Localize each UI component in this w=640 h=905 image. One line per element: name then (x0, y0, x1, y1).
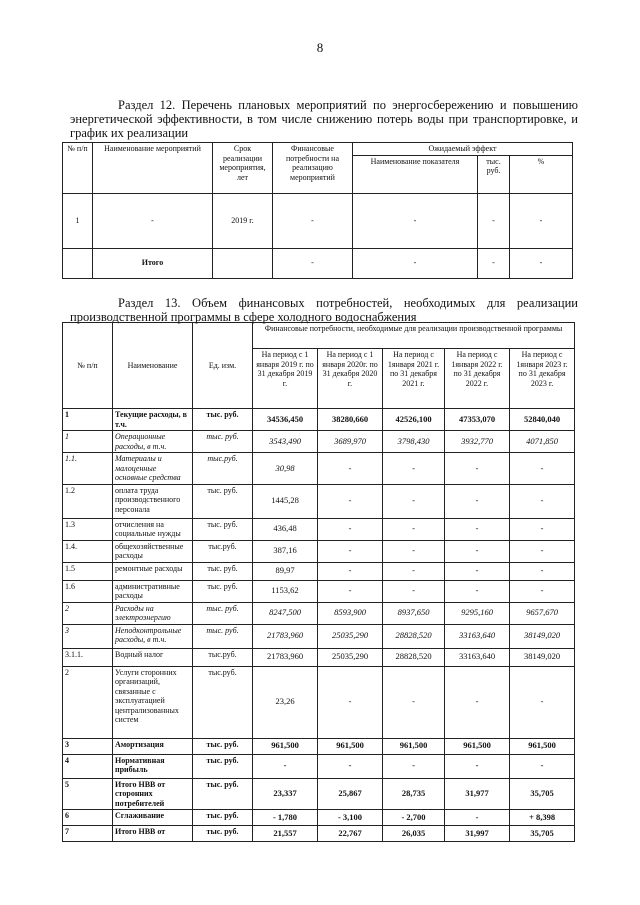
cell-name: - (93, 193, 213, 248)
cell-value: - (445, 562, 510, 580)
cell-name: Итого НВВ от (113, 826, 193, 842)
cell-num: 4 (63, 754, 113, 778)
table-row (63, 778, 575, 810)
cell-finance: - (273, 193, 353, 248)
cell-value: - (383, 518, 445, 540)
cell-value: 52840,040 (510, 409, 575, 431)
cell-value: - (445, 754, 510, 778)
cell-value: - (383, 484, 445, 518)
cell-percent: - (510, 248, 573, 278)
cell-name: Услуги сторонних организаций, связанные с эксплуатацией централизованных систем (113, 666, 193, 738)
cell-value: 387,16 (253, 540, 318, 562)
cell-value: - (445, 666, 510, 738)
cell-num: 1 (63, 431, 113, 453)
cell-value: - (383, 453, 445, 485)
cell-value: 1153,62 (253, 580, 318, 602)
cell-value: - (383, 580, 445, 602)
cell-value: - (510, 754, 575, 778)
cell-thousand: - (478, 193, 510, 248)
cell-value: - (383, 540, 445, 562)
cell-value: - (445, 580, 510, 602)
cell-num: 1.2 (63, 484, 113, 518)
cell-value: 8247,500 (253, 602, 318, 624)
cell-unit: тыс. руб. (193, 484, 253, 518)
cell-value: - (445, 810, 510, 826)
table-row (63, 193, 573, 248)
header-num: № п/п (63, 143, 93, 194)
section-12-heading: Раздел 12. Перечень плановых мероприятий по энергосбережению и повышению энергетической эффективности, в том числе снижению потерь воды при транспортировке, и график их реализации (70, 98, 578, 140)
cell-value: 33163,640 (445, 648, 510, 666)
table-row (63, 624, 575, 648)
cell-finance: - (273, 248, 353, 278)
cell-name: ремонтные расходы (113, 562, 193, 580)
header-term: Срок реализации мероприятия, лет (213, 143, 273, 194)
cell-value: 3798,430 (383, 431, 445, 453)
cell-value: - (510, 453, 575, 485)
cell-value: - (445, 518, 510, 540)
cell-value: - (318, 453, 383, 485)
header-period-2021: На период с 1января 2021 г. по 31 декабря 2021 г. (383, 349, 445, 409)
cell-value: - (318, 754, 383, 778)
table-row (63, 431, 575, 453)
cell-value: - (510, 540, 575, 562)
cell-value: 4071,850 (510, 431, 575, 453)
table-row (63, 602, 575, 624)
header-period-2020: На период с 1 января 2020г. по 31 декабря 2020 г. (318, 349, 383, 409)
header-name: Наименование (113, 323, 193, 409)
cell-value: 31,977 (445, 778, 510, 810)
cell-num: 7 (63, 826, 113, 842)
cell-value: 21,557 (253, 826, 318, 842)
cell-value: - (510, 666, 575, 738)
table-row (63, 666, 575, 738)
cell-name: административные расходы (113, 580, 193, 602)
header-unit: Ед. изм. (193, 323, 253, 409)
cell-indicator: - (353, 248, 478, 278)
header-finance: Финансовые потребности на реализацию мероприятий (273, 143, 353, 194)
section-13-table (62, 322, 575, 842)
cell-unit: тыс. руб. (193, 778, 253, 810)
cell-value: 21783,960 (253, 648, 318, 666)
header-num: № п/п (63, 323, 113, 409)
cell-name: Итого НВВ от сторонних потребителей (113, 778, 193, 810)
cell-num: 6 (63, 810, 113, 826)
cell-value: - (318, 666, 383, 738)
cell-unit: тыс.руб. (193, 648, 253, 666)
cell-value: - 3,100 (318, 810, 383, 826)
cell-value: 38280,660 (318, 409, 383, 431)
cell-num: 1 (63, 193, 93, 248)
cell-value: - (445, 540, 510, 562)
cell-value: 436,48 (253, 518, 318, 540)
cell-value: 961,500 (253, 738, 318, 754)
cell-unit: тыс. руб. (193, 562, 253, 580)
cell-value: - (318, 562, 383, 580)
cell-unit: тыс. руб. (193, 431, 253, 453)
cell-name: отчисления на социальные нужды (113, 518, 193, 540)
cell-term: 2019 г. (213, 193, 273, 248)
cell-value: - (383, 754, 445, 778)
table-row (63, 826, 575, 842)
cell-num: 1.3 (63, 518, 113, 540)
cell-num: 1.6 (63, 580, 113, 602)
cell-value: - (510, 518, 575, 540)
cell-value: 22,767 (318, 826, 383, 842)
cell-unit: тыс. руб. (193, 754, 253, 778)
cell-num: 1 (63, 409, 113, 431)
cell-value: 25035,290 (318, 648, 383, 666)
cell-value: 47353,070 (445, 409, 510, 431)
cell-unit: тыс. руб. (193, 826, 253, 842)
table-row (63, 648, 575, 666)
cell-percent: - (510, 193, 573, 248)
cell-value: 31,997 (445, 826, 510, 842)
section-12-table (62, 142, 573, 279)
cell-value: 89,97 (253, 562, 318, 580)
cell-value: 1445,28 (253, 484, 318, 518)
cell-unit: тыс. руб. (193, 810, 253, 826)
cell-name: Нормативная прибыль (113, 754, 193, 778)
header-period-2022: На период с 1января 2022 г. по 31 декабря 2022 г. (445, 349, 510, 409)
cell-num: 1.4. (63, 540, 113, 562)
table-row (63, 562, 575, 580)
cell-name: Амортизация (113, 738, 193, 754)
cell-name: Материалы и малоценные основные средства (113, 453, 193, 485)
header-period-2019: На период с 1 января 2019 г. по 31 декабря 2019 г. (253, 349, 318, 409)
cell-unit: тыс. руб. (193, 409, 253, 431)
cell-value: - (318, 518, 383, 540)
cell-num: 2 (63, 602, 113, 624)
table-row (63, 453, 575, 485)
cell-unit: тыс. руб. (193, 624, 253, 648)
cell-unit: тыс. руб. (193, 738, 253, 754)
cell-value: 26,035 (383, 826, 445, 842)
cell-name: Водный налог (113, 648, 193, 666)
table-row (63, 484, 575, 518)
cell-unit: тыс.руб. (193, 666, 253, 738)
header-indicator: Наименование показателя (353, 155, 478, 193)
page-number: 8 (316, 40, 324, 55)
cell-value: - (383, 666, 445, 738)
table-row (63, 580, 575, 602)
cell-num: 1.5 (63, 562, 113, 580)
cell-value: 9295,160 (445, 602, 510, 624)
cell-value: 3543,490 (253, 431, 318, 453)
cell-name: Операционные расходы, в т.ч. (113, 431, 193, 453)
cell-name: оплата труда производственного персонала (113, 484, 193, 518)
header-finance: Финансовые потребности, необходимые для реализации производственной программы (253, 323, 575, 349)
cell-term (213, 248, 273, 278)
cell-value: 42526,100 (383, 409, 445, 431)
cell-num: 3.1.1. (63, 648, 113, 666)
cell-value: 35,705 (510, 826, 575, 842)
cell-value: 961,500 (318, 738, 383, 754)
table-row (63, 409, 575, 431)
cell-value: 28828,520 (383, 624, 445, 648)
cell-unit: тыс. руб. (193, 580, 253, 602)
cell-value: 38149,020 (510, 624, 575, 648)
table-row (63, 518, 575, 540)
cell-value: 9657,670 (510, 602, 575, 624)
section-13-heading: Раздел 13. Объем финансовых потребностей, необходимых для реализации производственной программы в сфере холодного водоснабжения (70, 296, 578, 324)
cell-value: 21783,960 (253, 624, 318, 648)
cell-name: Неподконтрольные расходы, в т.ч. (113, 624, 193, 648)
cell-value: - (510, 580, 575, 602)
cell-num: 3 (63, 624, 113, 648)
cell-value: - (318, 580, 383, 602)
table-row (63, 810, 575, 826)
cell-value: - (510, 562, 575, 580)
header-expected: Ожидаемый эффект (353, 143, 573, 156)
cell-value: 961,500 (383, 738, 445, 754)
cell-value: 23,26 (253, 666, 318, 738)
cell-num (63, 248, 93, 278)
cell-value: 25035,290 (318, 624, 383, 648)
cell-value: 30,98 (253, 453, 318, 485)
cell-indicator: - (353, 193, 478, 248)
cell-value: 34536,450 (253, 409, 318, 431)
cell-value: 25,867 (318, 778, 383, 810)
table-row (63, 754, 575, 778)
cell-value: - (445, 484, 510, 518)
cell-name: Сглаживание (113, 810, 193, 826)
cell-value: 28,735 (383, 778, 445, 810)
cell-unit: тыс.руб. (193, 453, 253, 485)
cell-num: 2 (63, 666, 113, 738)
cell-value: - (510, 484, 575, 518)
cell-value: 35,705 (510, 778, 575, 810)
cell-value: - 2,700 (383, 810, 445, 826)
table-row (63, 738, 575, 754)
cell-value: 28828,520 (383, 648, 445, 666)
cell-value: - (445, 453, 510, 485)
cell-value: 38149,020 (510, 648, 575, 666)
cell-unit: тыс. руб. (193, 518, 253, 540)
cell-value: + 8,398 (510, 810, 575, 826)
header-percent: % (510, 155, 573, 193)
cell-value: 8937,650 (383, 602, 445, 624)
header-name: Наименование мероприятий (93, 143, 213, 194)
header-period-2023: На период с 1января 2023 г. по 31 декабря 2023 г. (510, 349, 575, 409)
cell-name: Текущие расходы, в т.ч. (113, 409, 193, 431)
cell-unit: тыс. руб. (193, 602, 253, 624)
cell-thousand: - (478, 248, 510, 278)
cell-value: 8593,900 (318, 602, 383, 624)
cell-value: 961,500 (510, 738, 575, 754)
cell-name: Расходы на электроэнергию (113, 602, 193, 624)
table-row (63, 248, 573, 278)
cell-unit: тыс.руб. (193, 540, 253, 562)
cell-value: - (318, 540, 383, 562)
cell-name: общехозяйственные расходы (113, 540, 193, 562)
header-thousand: тыс. руб. (478, 155, 510, 193)
cell-value: 3689,970 (318, 431, 383, 453)
cell-name: Итого (93, 248, 213, 278)
table-row (63, 540, 575, 562)
cell-value: - (253, 754, 318, 778)
cell-num: 5 (63, 778, 113, 810)
cell-value: - (318, 484, 383, 518)
cell-value: - (383, 562, 445, 580)
cell-value: 33163,640 (445, 624, 510, 648)
cell-value: - 1,780 (253, 810, 318, 826)
cell-value: 23,337 (253, 778, 318, 810)
cell-value: 3932,770 (445, 431, 510, 453)
cell-num: 3 (63, 738, 113, 754)
cell-value: 961,500 (445, 738, 510, 754)
cell-num: 1.1. (63, 453, 113, 485)
